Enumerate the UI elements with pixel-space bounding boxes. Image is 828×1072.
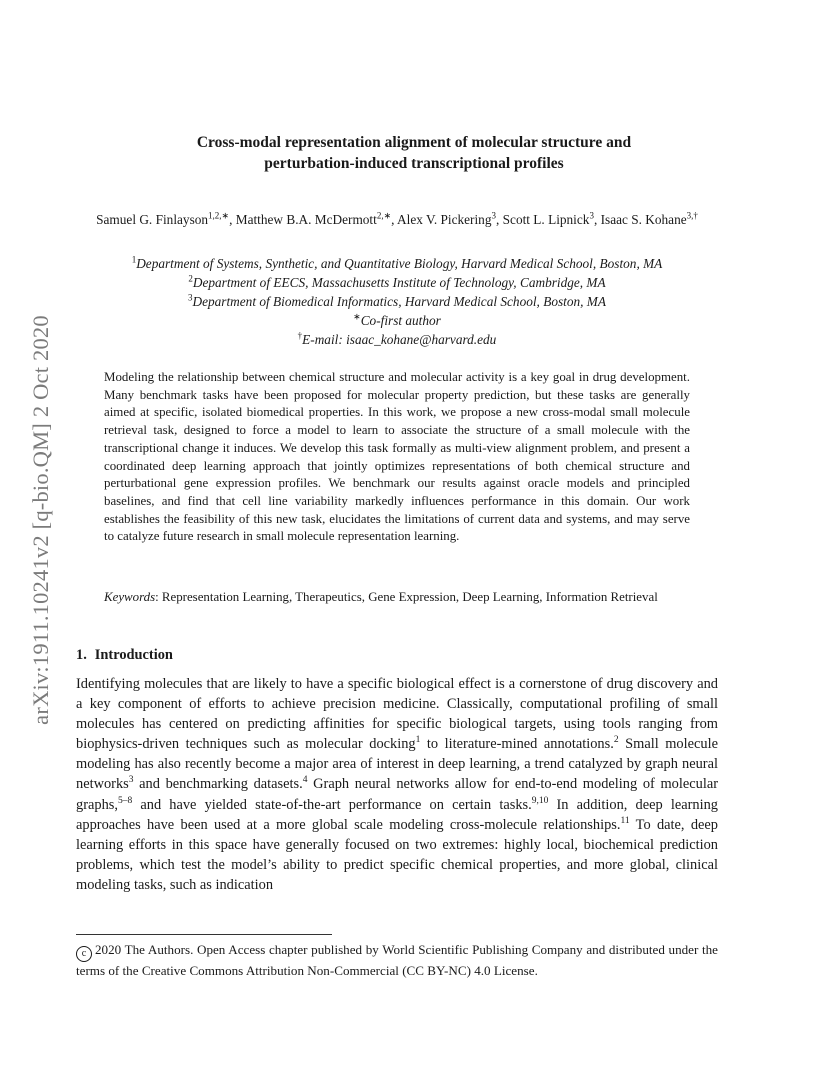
- author-name: Alex V. Pickering: [397, 212, 492, 227]
- affiliation-line: $^3$Department of Biomedical Informatics, Harvard Medical School, Boston, MA: [188, 292, 606, 309]
- affiliation-list: [72, 254, 722, 349]
- citation-marker: 4: [302, 775, 308, 786]
- author-affil-marker: 3: [491, 210, 496, 221]
- keywords-text: : Representation Learning, Therapeutics, Gene Expression, Deep Learning, Information Retrieval: [155, 590, 658, 604]
- arxiv-side-stamp: arXiv:1911.10241v2 [q-bio.QM] 2 Oct 2020: [28, 315, 53, 725]
- copyright-footnote: [76, 941, 718, 981]
- paper-title: [110, 132, 718, 174]
- section-number: 1.: [76, 647, 87, 663]
- title-line-2: perturbation-induced transcriptional profiles: [264, 155, 564, 172]
- introduction-paragraph: Identifying molecules that are likely to have a specific biological effect is a cornerstone of drug discovery and a key component of efforts to achieve precision medicine. Classically, computational profiling of small molecules has centered on predicting affinities for specific biological targets, using tools ranging from biophysics-driven techniques such as molecular docking$^1$ to literature-mined annotations.$^2$ Small molecule modeling has also recently become a major area of interest in deep learning, a trend catalyzed by graph neural networks$^3$ and benchmarking datasets.$^4$ Graph neural networks allow for end-to-end modeling of molecular graphs,$^{5-8}$ and have yielded state-of-the-art performance on certain tasks.$^{9,10}$ In addition, deep learning approaches have been used at a more global scale modeling cross-molecule relationships.$^{11}$ To date, deep learning efforts in this space have generally focused on two extremes: highly local, biochemical prediction problems, which test the model’s ability to predict specific chemical properties, and more global, clinical modeling tasks, such as indication: [76, 676, 718, 893]
- citation-marker: 11: [620, 815, 630, 826]
- copyright-text: 2020 The Authors. Open Access chapter published by World Scientific Publishing Company and distributed under the terms of the Creative Commons Attribution Non-Commercial (CC BY-NC) 4.0 License.: [76, 942, 718, 978]
- author-name: Isaac S. Kohane: [600, 212, 687, 227]
- citation-marker: 9,10: [531, 795, 549, 806]
- author-list: Samuel G. Finlayson$^{1,2,∗}$, Matthew B.A. McDermott$^{2,∗}$, Alex V. Pickering$^3$, Scott L. Lipnick$^3$, Isaac S. Kohane$^{3,\dagger}$: [96, 210, 698, 227]
- co-first-author-note: ∗Co-first author: [353, 311, 441, 328]
- title-line-1: Cross-modal representation alignment of molecular structure and: [196, 134, 632, 151]
- author-name: Matthew B.A. McDermott: [235, 212, 377, 227]
- citation-marker: 5–8: [117, 795, 133, 806]
- author-name: Scott L. Lipnick: [502, 212, 590, 227]
- author-affil-marker: 1,2,∗: [208, 210, 230, 221]
- abstract-paragraph: Modeling the relationship between chemical structure and molecular activity is a key goal in drug development. Many benchmark tasks have been proposed for molecular property prediction, but these tasks are generally aimed at specific, isolated biomedical properties. In this work, we propose a new cross-modal small molecule retrieval task, designed to force a model to learn to associate the structure of a small molecule with the transcriptional change it induces. We develop this task formally as multi-view alignment problem, and present a coordinated deep learning approach that jointly optimizes representations of both chemical structure and perturbational gene expression profiles. We benchmark our results against oracle models and principled baselines, and find that cell line variability markedly influences performance in this domain. Our work establishes the feasibility of this new task, elucidates the limitations of current data and systems, and may serve to catalyze future research in small molecule representation learning.: [104, 370, 690, 544]
- author-affil-marker: 3,†: [686, 210, 698, 221]
- copyright-icon: c: [76, 946, 92, 962]
- section-title: Introduction: [94, 647, 173, 663]
- citation-marker: 2: [613, 735, 619, 746]
- author-affil-marker: 3: [589, 210, 594, 221]
- keywords-paragraph: [104, 589, 690, 607]
- author-affil-marker: 2,∗: [376, 210, 392, 221]
- affiliation-line: $^2$Department of EECS, Massachusetts Institute of Technology, Cambridge, MA: [188, 273, 606, 290]
- contact-email-line: †E-mail: isaac_kohane@harvard.edu: [297, 330, 497, 347]
- keywords-label: Keywords: [104, 590, 156, 604]
- section-heading: [76, 647, 173, 664]
- footnote-rule: [76, 934, 332, 935]
- author-name: Samuel G. Finlayson: [96, 212, 209, 227]
- citation-marker: 1: [415, 735, 421, 746]
- affiliation-line: $^1$Department of Systems, Synthetic, and Quantitative Biology, Harvard Medical School, Boston, MA: [131, 254, 663, 271]
- citation-marker: 3: [128, 775, 134, 786]
